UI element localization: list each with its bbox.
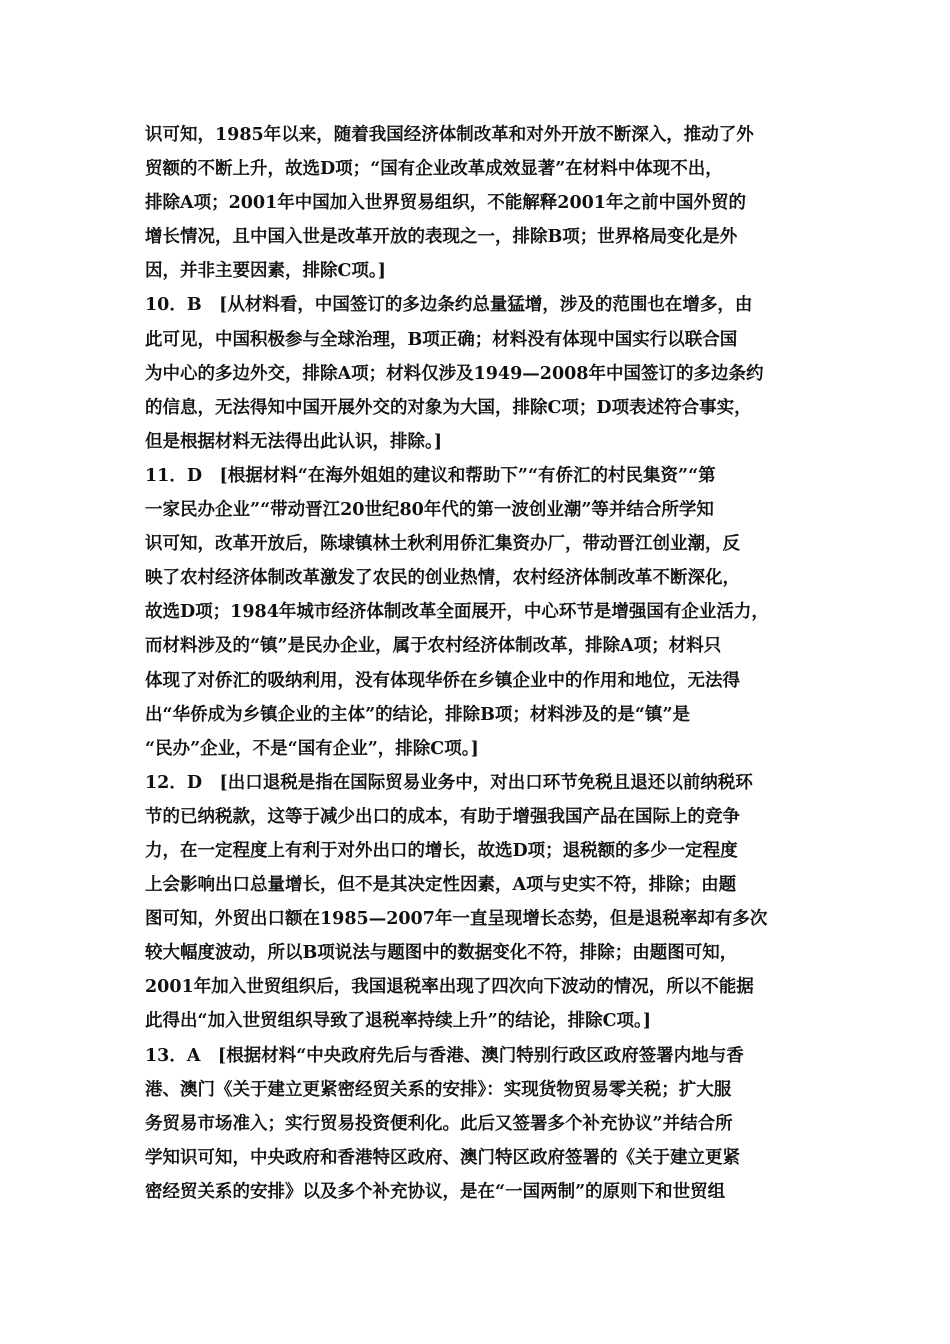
text-line: 识可知，改革开放后，陈埭镇林土秋利用侨汇集资办厂，带动晋江创业潮，反 xyxy=(145,534,740,555)
text-line: 的信息，无法得知中国开展外交的对象为大国，排除C项；D项表述符合事实， xyxy=(145,397,752,418)
text-line: 图可知，外贸出口额在1985—2007年一直呈现增长态势，但是退税率却有多次 xyxy=(145,909,768,930)
text-line: 排除A项；2001年中国加入世界贸易组织，不能解释2001年之前中国外贸的 xyxy=(145,193,746,214)
text-line: 港、澳门《关于建立更紧密经贸关系的安排》：实现货物贸易零关税；扩大服 xyxy=(145,1079,732,1100)
text-line: 此可见，中国积极参与全球治理，B项正确；材料没有体现中国实行以联合国 xyxy=(145,329,738,350)
text-line: 为中心的多边外交，排除A项；材料仅涉及1949—2008年中国签订的多边条约 xyxy=(145,363,764,384)
text-line: 较大幅度波动，所以B项说法与题图中的数据变化不符，排除；由题图可知， xyxy=(145,943,738,964)
text-line: 识可知，1985年以来，随着我国经济体制改革和对外开放不断深入，推动了外 xyxy=(145,125,754,145)
text-line: 务贸易市场准入；实行贸易投资便利化。此后又签署多个补充协议”并结合所 xyxy=(145,1113,733,1134)
answer-10-line: 10．B [从材料看，中国签订的多边条约总量猛增，涉及的范围也在增多，由 xyxy=(145,295,753,316)
text-line: 密经贸关系的安排》以及多个补充协议，是在“一国两制”的原则下和世贸组 xyxy=(145,1181,726,1202)
text-line: 增长情况，且中国入世是改革开放的表现之一，排除B项；世界格局变化是外 xyxy=(145,227,738,248)
text-line: 力，在一定程度上有利于对外出口的增长，故选D项；退税额的多少一定程度 xyxy=(145,840,738,861)
text-line: 一家民办企业”“带动晋江20世纪80年代的第一波创业潮”等并结合所学知 xyxy=(145,500,714,521)
text-line: 出“华侨成为乡镇企业的主体”的结论，排除B项；材料涉及的是“镇”是 xyxy=(145,704,691,725)
answer-13-line: 13．A [根据材料“中央政府先后与香港、澳门特别行政区政府签署内地与香 xyxy=(145,1045,744,1066)
text-line: 2001年加入世贸组织后，我国退税率出现了四次向下波动的情况，所以不能据 xyxy=(145,977,754,998)
text-line: 此得出“加入世贸组织导致了退税率持续上升”的结论，排除C项。] xyxy=(145,1011,652,1032)
text-line: 节的已纳税款，这等于减少出口的成本，有助于增强我国产品在国际上的竞争 xyxy=(145,806,740,827)
text-line: 学知识可知，中央政府和香港特区政府、澳门特区政府签署的《关于建立更紧 xyxy=(145,1147,740,1168)
text-line: 而材料涉及的“镇”是民办企业，属于农村经济体制改革，排除A项；材料只 xyxy=(145,636,722,657)
text-line: 体现了对侨汇的吸纳利用，没有体现华侨在乡镇企业中的作用和地位，无法得 xyxy=(145,670,740,691)
text-line: 映了农村经济体制改革激发了农民的创业热情，农村经济体制改革不断深化， xyxy=(145,568,740,589)
text-line: 因，并非主要因素，排除C项。] xyxy=(145,261,386,282)
answer-12-line: 12．D [出口退税是指在国际贸易业务中，对出口环节免税且退还以前纳税环 xyxy=(145,772,753,793)
answer-11-line: 11．D [根据材料“在海外姐姐的建议和帮助下”“有侨汇的村民集资”“第 xyxy=(145,465,716,486)
text-line: 故选D项；1984年城市经济体制改革全面展开，中心环节是增强国有企业活力， xyxy=(145,602,769,623)
text-line: 贸额的不断上升，故选D项；“国有企业改革成效显著”在材料中体现不出， xyxy=(145,159,723,180)
text-line: “民办”企业，不是“国有企业”，排除C项。] xyxy=(145,738,479,759)
text-line: 上会影响出口总量增长，但不是其决定性因素，A项与史实不符，排除；由题 xyxy=(145,875,737,896)
answer-explanation-text xyxy=(145,118,820,1209)
text-line: 但是根据材料无法得出此认识，排除。] xyxy=(145,431,443,452)
